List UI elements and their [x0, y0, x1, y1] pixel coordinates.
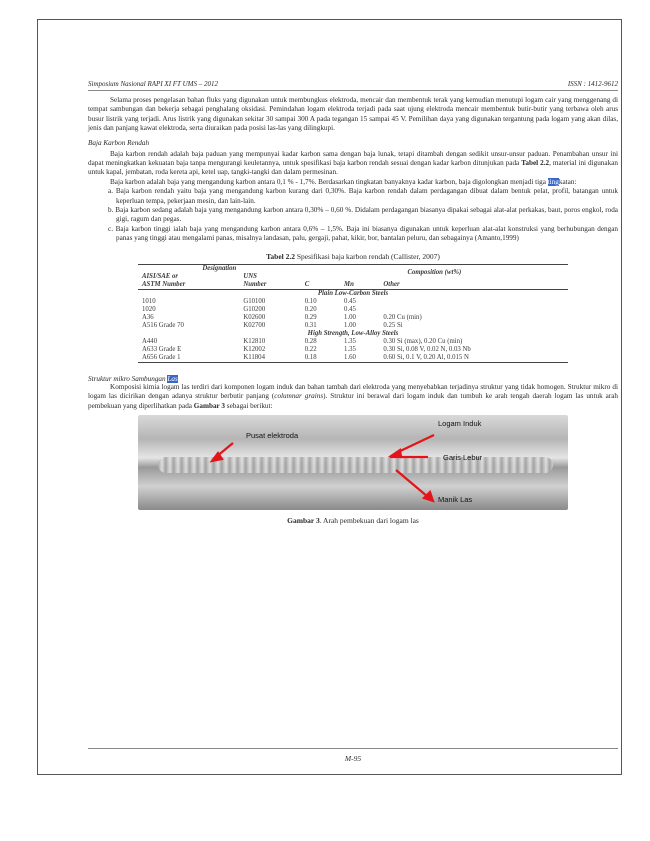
label-garis-lebur: Garis Lebur — [443, 452, 483, 462]
table-group-heading: Plain Low-Carbon Steels — [317, 289, 389, 297]
list-item: a. Baja karbon rendah yaitu baja yang mengandung karbon kurang dari 0,30%. Baja karbon rendah dalam perdagangan dibuat dalam bentuk pelat, profil, batangan untuk keperluan tempa, pekerjaan mesin, dan lain-lain. — [108, 187, 618, 205]
footer-rule — [88, 748, 618, 749]
page-number: M-95 — [344, 754, 362, 763]
section2-title-text: Struktur mikro Sambungan — [88, 374, 168, 383]
header-left: Simposium Nasional RAPI XI FT UMS – 2012 — [88, 80, 218, 88]
header-right: ISSN : 1412-9612 — [567, 80, 618, 88]
col-uns-number: Number — [243, 280, 267, 288]
col-composition: Composition (wt%) — [407, 268, 462, 276]
label-pusat-elektroda: Pusat elektroda — [246, 430, 299, 440]
paragraph-baja-karbon-1 — [88, 150, 618, 178]
table-caption-label: Tabel 2.2 — [266, 251, 296, 261]
list-item: c. Baja karbon tinggi ialah baja yang mengandung karbon antara 0,6% – 1,5%. Baja ini biasanya digunakan untuk keperluan alat-alat konstruksi yang berhubungan dengan panas yang tinggi atau mengalami panas, misalnya landasan, palu, gergaji, pahat, kikir, bor, bantalan peluru, dan sebagainya (Amanto,1999) — [108, 224, 618, 243]
table-caption — [88, 252, 618, 261]
running-header — [88, 80, 618, 91]
paragraph-baja-karbon-2 — [88, 178, 618, 187]
p1-text-a: Baja karbon rendah adalah baja paduan yang mempunyai kadar karbon sama dengan baja lunak, tetapi ditambah dengan sedikit unsur-unsur paduan. Penambahan unsur ini dapat meningkatkan kekuatan baja tanpa mengurangi keuletannya, untuk spesifikasi baja karbon rendah sesuai dengan kadar karbon ditunjukan pada — [88, 149, 618, 168]
weld-photo — [138, 415, 568, 510]
table-row: 1010 G10100 0.10 0.45 — [142, 297, 356, 305]
table-row: A516 Grade 70 K02700 0.31 1.00 0.25 Si — [142, 321, 403, 329]
p2-text-b: katan: — [558, 177, 577, 186]
label-manik-las: Manik Las — [438, 494, 473, 504]
table-caption-text: Spesifikasi baja karbon rendah (Callister, 2007) — [295, 251, 440, 261]
figure-caption-text: . Arah pembekuan dari logam las — [319, 515, 419, 525]
text-selection-highlight[interactable]: Las — [167, 374, 178, 383]
table-row: A633 Grade E K12002 0.22 1.35 0.30 Si, 0.08 V, 0.02 N, 0.03 Nb — [142, 345, 471, 353]
label-logam-induk: Logam Induk — [438, 418, 482, 428]
col-mn: Mn — [344, 280, 354, 288]
table-row: 1020 G10200 0.20 0.45 — [142, 305, 356, 313]
arrows-overlay — [138, 415, 568, 510]
col-uns: UNS — [243, 272, 257, 280]
arrow-induk — [396, 435, 434, 453]
col-c: C — [304, 280, 310, 288]
p2-text-a: Baja karbon adalah baja yang mengandung karbon antara 0,1 % - 1,7%. Berdasarkan tingkatan banyaknya kadar karbon, baja digolongkan menjadi tiga — [110, 177, 548, 186]
list-item: b. Baja karbon sedang adalah baja yang mengandung karbon antara 0,30% – 0,60 %. Didalam perdagangan biasanya dipakai sebagai alat-alat perkakas, baut, poros engkol, roda gigi, ragum dan pegas. — [108, 206, 618, 224]
figure-caption-label: Gambar 3 — [287, 515, 320, 525]
p1-table-ref: Tabel 2.2 — [521, 159, 550, 168]
col-other: Other — [383, 280, 400, 288]
paragraph-struktur-mikro: Komposisi kimia logam las terdiri dari komponen logam induk dan bahan tambah dari elektroda yang menyebabkan terjadinya struktur yang tidak homogen. Struktur mikro di logam las dicirikan dengan adanya struktur berbutir panjang (columnar grains). Struktur ini berawal dari logam induk dan tumbuh ke arah tengah daerah logam las untuk arah pembekuan yang diperlihatkan pada Gambar 3 sebagai berikut: — [88, 382, 618, 410]
arrow-manik — [396, 470, 428, 497]
section-title-struktur-mikro — [88, 375, 618, 383]
col-designation: Designation — [202, 264, 237, 272]
table-group-heading: High Strength, Low-Alloy Steels — [307, 329, 399, 337]
steel-spec-table — [138, 264, 568, 363]
table-row: A656 Grade 1 K11804 0.18 1.60 0.60 Si, 0.1 V, 0.20 Al, 0.015 N — [138, 354, 568, 363]
section-title-baja-karbon: Baja Karbon Rendah — [88, 138, 150, 147]
table-row: A440 K12810 0.28 1.35 0.30 Si (max), 0.20 Cu (min) — [142, 337, 463, 345]
col-aisi: AISI/SAE or — [142, 272, 179, 280]
text-selection-highlight[interactable]: ting — [547, 177, 559, 186]
col-astm: ASTM Number — [142, 280, 186, 288]
document-page — [37, 19, 622, 775]
figure-caption — [88, 516, 618, 525]
body-text — [88, 96, 618, 525]
intro-paragraph: Selama proses pengelasan bahan fluks yang digunakan untuk membungkus elektroda, mencair dan membentuk terak yang kemudian menutupi logam cair yang menggenang di tempat sambungan dan bekerja sebagai penghalang oksidasi. Pemindahan logam elektroda terjadi pada saat ujung elektroda mencair membentuk butir-butir yang terbawa oleh arus busur listrik yang terjadi. Arus listrik yang digunakan sekitar 30 sampai 300 A pada tegangan 15 sampai 45 V. Pemilihan daya yang digunakan tergantung pada logam yang akan dilas, jenis dan panjang kawat elektroda, serta diuraikan pada posisi las-las yang dilingkupi. — [88, 96, 618, 133]
term-columnar-grains: columnar grains — [274, 392, 324, 401]
p1-text-b: , material ini digunakan untuk kapal, jembatan, roda kereta api, ketel uap, tangki-tangki dan dalam permesinan. — [88, 159, 618, 177]
steel-types-list — [88, 187, 618, 243]
figure-ref: Gambar 3 — [193, 401, 225, 410]
table-row: A36 K02600 0.29 1.00 0.20 Cu (min) — [142, 313, 422, 321]
